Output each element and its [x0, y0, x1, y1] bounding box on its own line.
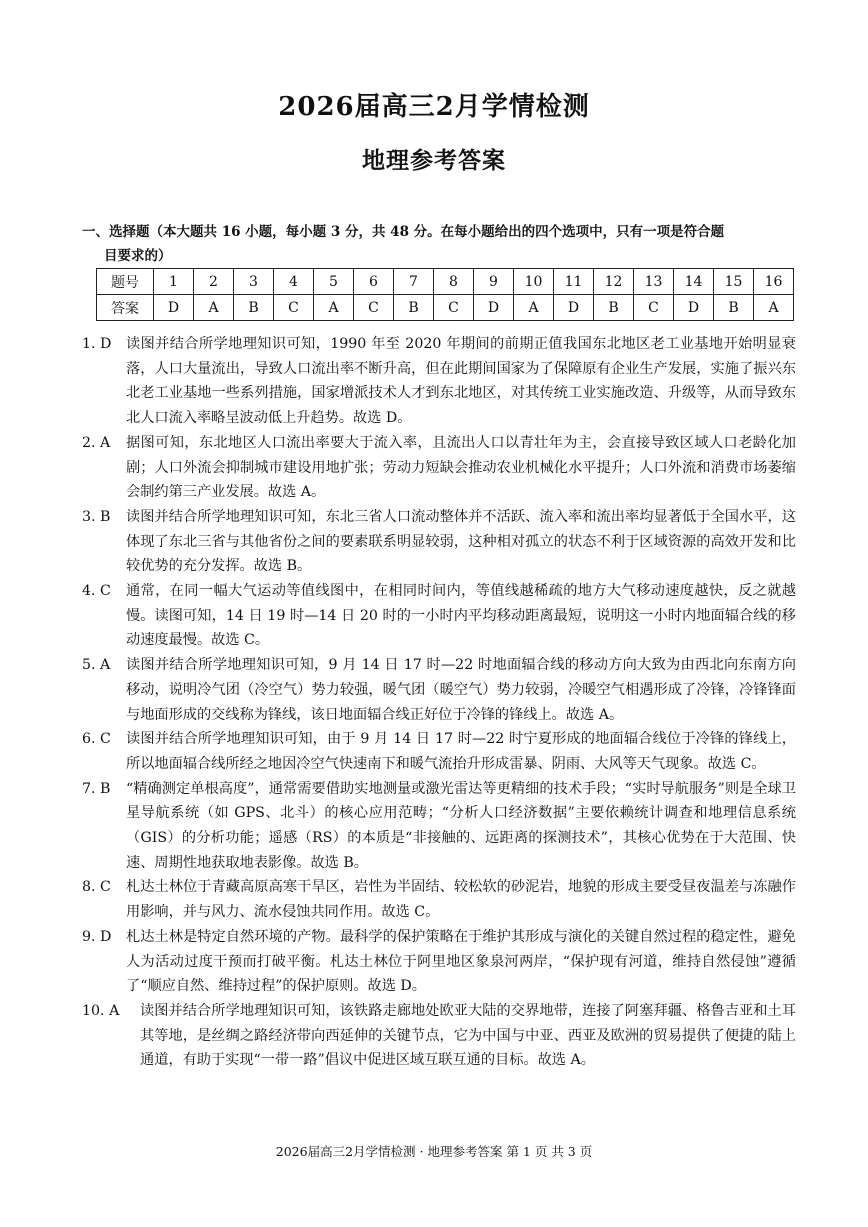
answer-cell: B: [394, 295, 434, 321]
answer-cell: B: [594, 295, 634, 321]
question-cell: 1: [154, 269, 194, 295]
explanation-text: “精确测定单根高度”，通常需要借助实地测量或激光雷达等更精细的技术手段；“实时导航服务”则是全球卫星导航系统（如 GPS、北斗）的核心应用范畴；“分析人口经济数据”主要依赖统计调查和地理信息系统（GIS）的分析功能；遥感（RS）的本质是“非接触的、远距离的探测技术”，其核心优势在于大范围、快速、周期性地获取地表影像。故选 B。: [126, 780, 796, 871]
explanation-text: 读图并结合所学地理知识可知，东北三省人口流动整体并不活跃、流入率和流出率均显著低于全国水平，这体现了东北三省与其他省份之间的要素联系明显较弱，这种相对孤立的状态不利于区域资源的高效开发和比较优势的充分发挥。故选 B。: [126, 508, 796, 575]
question-cell: 15: [714, 269, 754, 295]
question-cell: 12: [594, 269, 634, 295]
question-cell: 10: [514, 269, 554, 295]
explanation-number: 5. A: [82, 657, 111, 674]
answer-cell: A: [194, 295, 234, 321]
answer-cell: A: [754, 295, 794, 321]
answer-cell: A: [314, 295, 354, 321]
explanation-text: 读图并结合所学地理知识可知，该铁路走廊地处欧亚大陆的交界地带，连接了阿塞拜疆、格鲁吉亚和土耳其等地，是丝绸之路经济带向西延伸的关键节点，它为中国与中亚、西亚及欧洲的贸易提供了便捷的陆上通道，有助于实现“一带一路”倡议中促进区域互联互通的目标。故选 A。: [140, 1002, 796, 1069]
answer-cell: D: [474, 295, 514, 321]
explanation-item: [82, 777, 796, 876]
answer-cell: B: [714, 295, 754, 321]
answer-cell: A: [514, 295, 554, 321]
explanation-number: 10. A: [82, 1002, 120, 1019]
answer-table-question-row: [97, 269, 794, 295]
question-cell: 6: [354, 269, 394, 295]
question-row-label: 题号: [97, 269, 154, 295]
explanation-item: [82, 999, 796, 1073]
explanation-number: 6. C: [82, 731, 111, 748]
explanation-text: 读图并结合所学地理知识可知，1990 年至 2020 年期间的前期正值我国东北地区老工业基地开始明显衰落，人口大量流出，导致人口流出率不断升高，但在此期间国家为了保障原有企业生产发展，实施了振兴东北老工业基地一些系列措施，国家增派技术人才到东北地区，对其传统工业实施改造、升级等，从而导致东北人口流入率略呈波动低上升趋势。故选 D。: [126, 336, 796, 427]
explanation-text: 札达土林位于青藏高原高寒干旱区，岩性为半固结、较松软的砂泥岩，地貌的形成主要受昼夜温差与冻融作用影响，并与风力、流水侵蚀共同作用。故选 C。: [126, 879, 796, 921]
answer-cell: D: [554, 295, 594, 321]
explanation-number: 4. C: [82, 583, 111, 600]
explanation-number: 8. C: [82, 879, 111, 896]
explanation-text: 读图并结合所学地理知识可知，9 月 14 日 17 时—22 时地面辐合线的移动方向大致为由西北向东南方向移动，说明冷气团（冷空气）势力较强，暖气团（暖空气）势力较弱，冷暖空气相遇形成了冷锋，冷锋锋面与地面形成的交线称为锋线，该日地面辐合线正好位于冷锋的锋线上。故选 A。: [126, 657, 796, 723]
question-cell: 13: [634, 269, 674, 295]
explanation-text: 据图可知，东北地区人口流出率要大于流入率，且流出人口以青壮年为主，会直接导致区域人口老龄化加剧；人口外流会抑制城市建设用地扩张；劳动力短缺会推动农业机械化水平提升；人口外流和消费市场萎缩会制约第三产业发展。故选 A。: [126, 434, 796, 501]
question-cell: 4: [274, 269, 314, 295]
question-cell: 5: [314, 269, 354, 295]
answer-cell: C: [274, 295, 314, 321]
question-cell: 7: [394, 269, 434, 295]
answer-cell: D: [674, 295, 714, 321]
question-cell: 16: [754, 269, 794, 295]
question-cell: 11: [554, 269, 594, 295]
page-footer: 2026届高三2月学情检测 · 地理参考答案 第 1 页 共 3 页: [275, 1144, 593, 1159]
answer-cell: D: [154, 295, 194, 321]
explanation-number: 3. B: [82, 508, 111, 525]
answer-table: [96, 268, 794, 321]
answer-cell: C: [354, 295, 394, 321]
explanation-item: [82, 332, 796, 431]
explanation-text: 通常，在同一幅大气运动等值线图中，在相同时间内，等值线越稀疏的地方大气移动速度越快，反之就越慢。读图可知，14 日 19 时—14 日 20 时的一小时内平均移动距离最短，说明这一小时内地面辐合线的移动速度最慢。故选 C。: [126, 583, 796, 649]
explanation-number: 1. D: [82, 336, 112, 352]
question-cell: 14: [674, 269, 714, 295]
answer-table-answer-row: [97, 295, 794, 321]
explanation-item: [82, 925, 796, 999]
explanation-number: 7. B: [82, 780, 111, 797]
question-cell: 8: [434, 269, 474, 295]
answer-row-label: 答案: [97, 295, 154, 321]
answer-cell: C: [434, 295, 474, 321]
section-heading-line2: 目要求的）: [104, 248, 172, 264]
page-title: 2026届高三2月学情检测: [278, 92, 590, 122]
explanation-item: [82, 653, 796, 727]
section-heading: [82, 220, 794, 268]
answer-cell: C: [634, 295, 674, 321]
explanation-text: 札达土林是特定自然环境的产物。最科学的保护策略在于维护其形成与演化的关键自然过程的稳定性，避免人为活动过度干预而打破平衡。札达土林位于阿里地区象泉河两岸，“保护现有河道，维持自然侵蚀”遵循了“顺应自然、维持过程”的保护原则。故选 D。: [126, 928, 796, 995]
question-cell: 2: [194, 269, 234, 295]
question-cell: 3: [234, 269, 274, 295]
explanation-item: [82, 875, 796, 924]
answer-cell: B: [234, 295, 274, 321]
section-heading-line1: 一、选择题（本大题共 16 小题，每小题 3 分，共 48 分。在每小题给出的四个选项中，只有一项是符合题: [82, 224, 725, 240]
question-cell: 9: [474, 269, 514, 295]
explanation-item: [82, 579, 796, 653]
explanation-item: [82, 727, 796, 776]
explanation-item: [82, 505, 796, 579]
explanation-text: 读图并结合所学地理知识可知，由于 9 月 14 日 17 时—22 时宁夏形成的地面辐合线位于冷锋的锋线上，所以地面辐合线所经之地因冷空气快速南下和暖气流抬升形成雷暴、阴雨、大风等天气现象。故选 C。: [126, 731, 796, 772]
explanation-item: [82, 431, 796, 505]
page-subtitle: 地理参考答案: [362, 147, 506, 174]
explanation-number: 9. D: [82, 928, 112, 945]
explanation-number: 2. A: [82, 434, 111, 451]
explanation-list: [82, 332, 796, 1073]
